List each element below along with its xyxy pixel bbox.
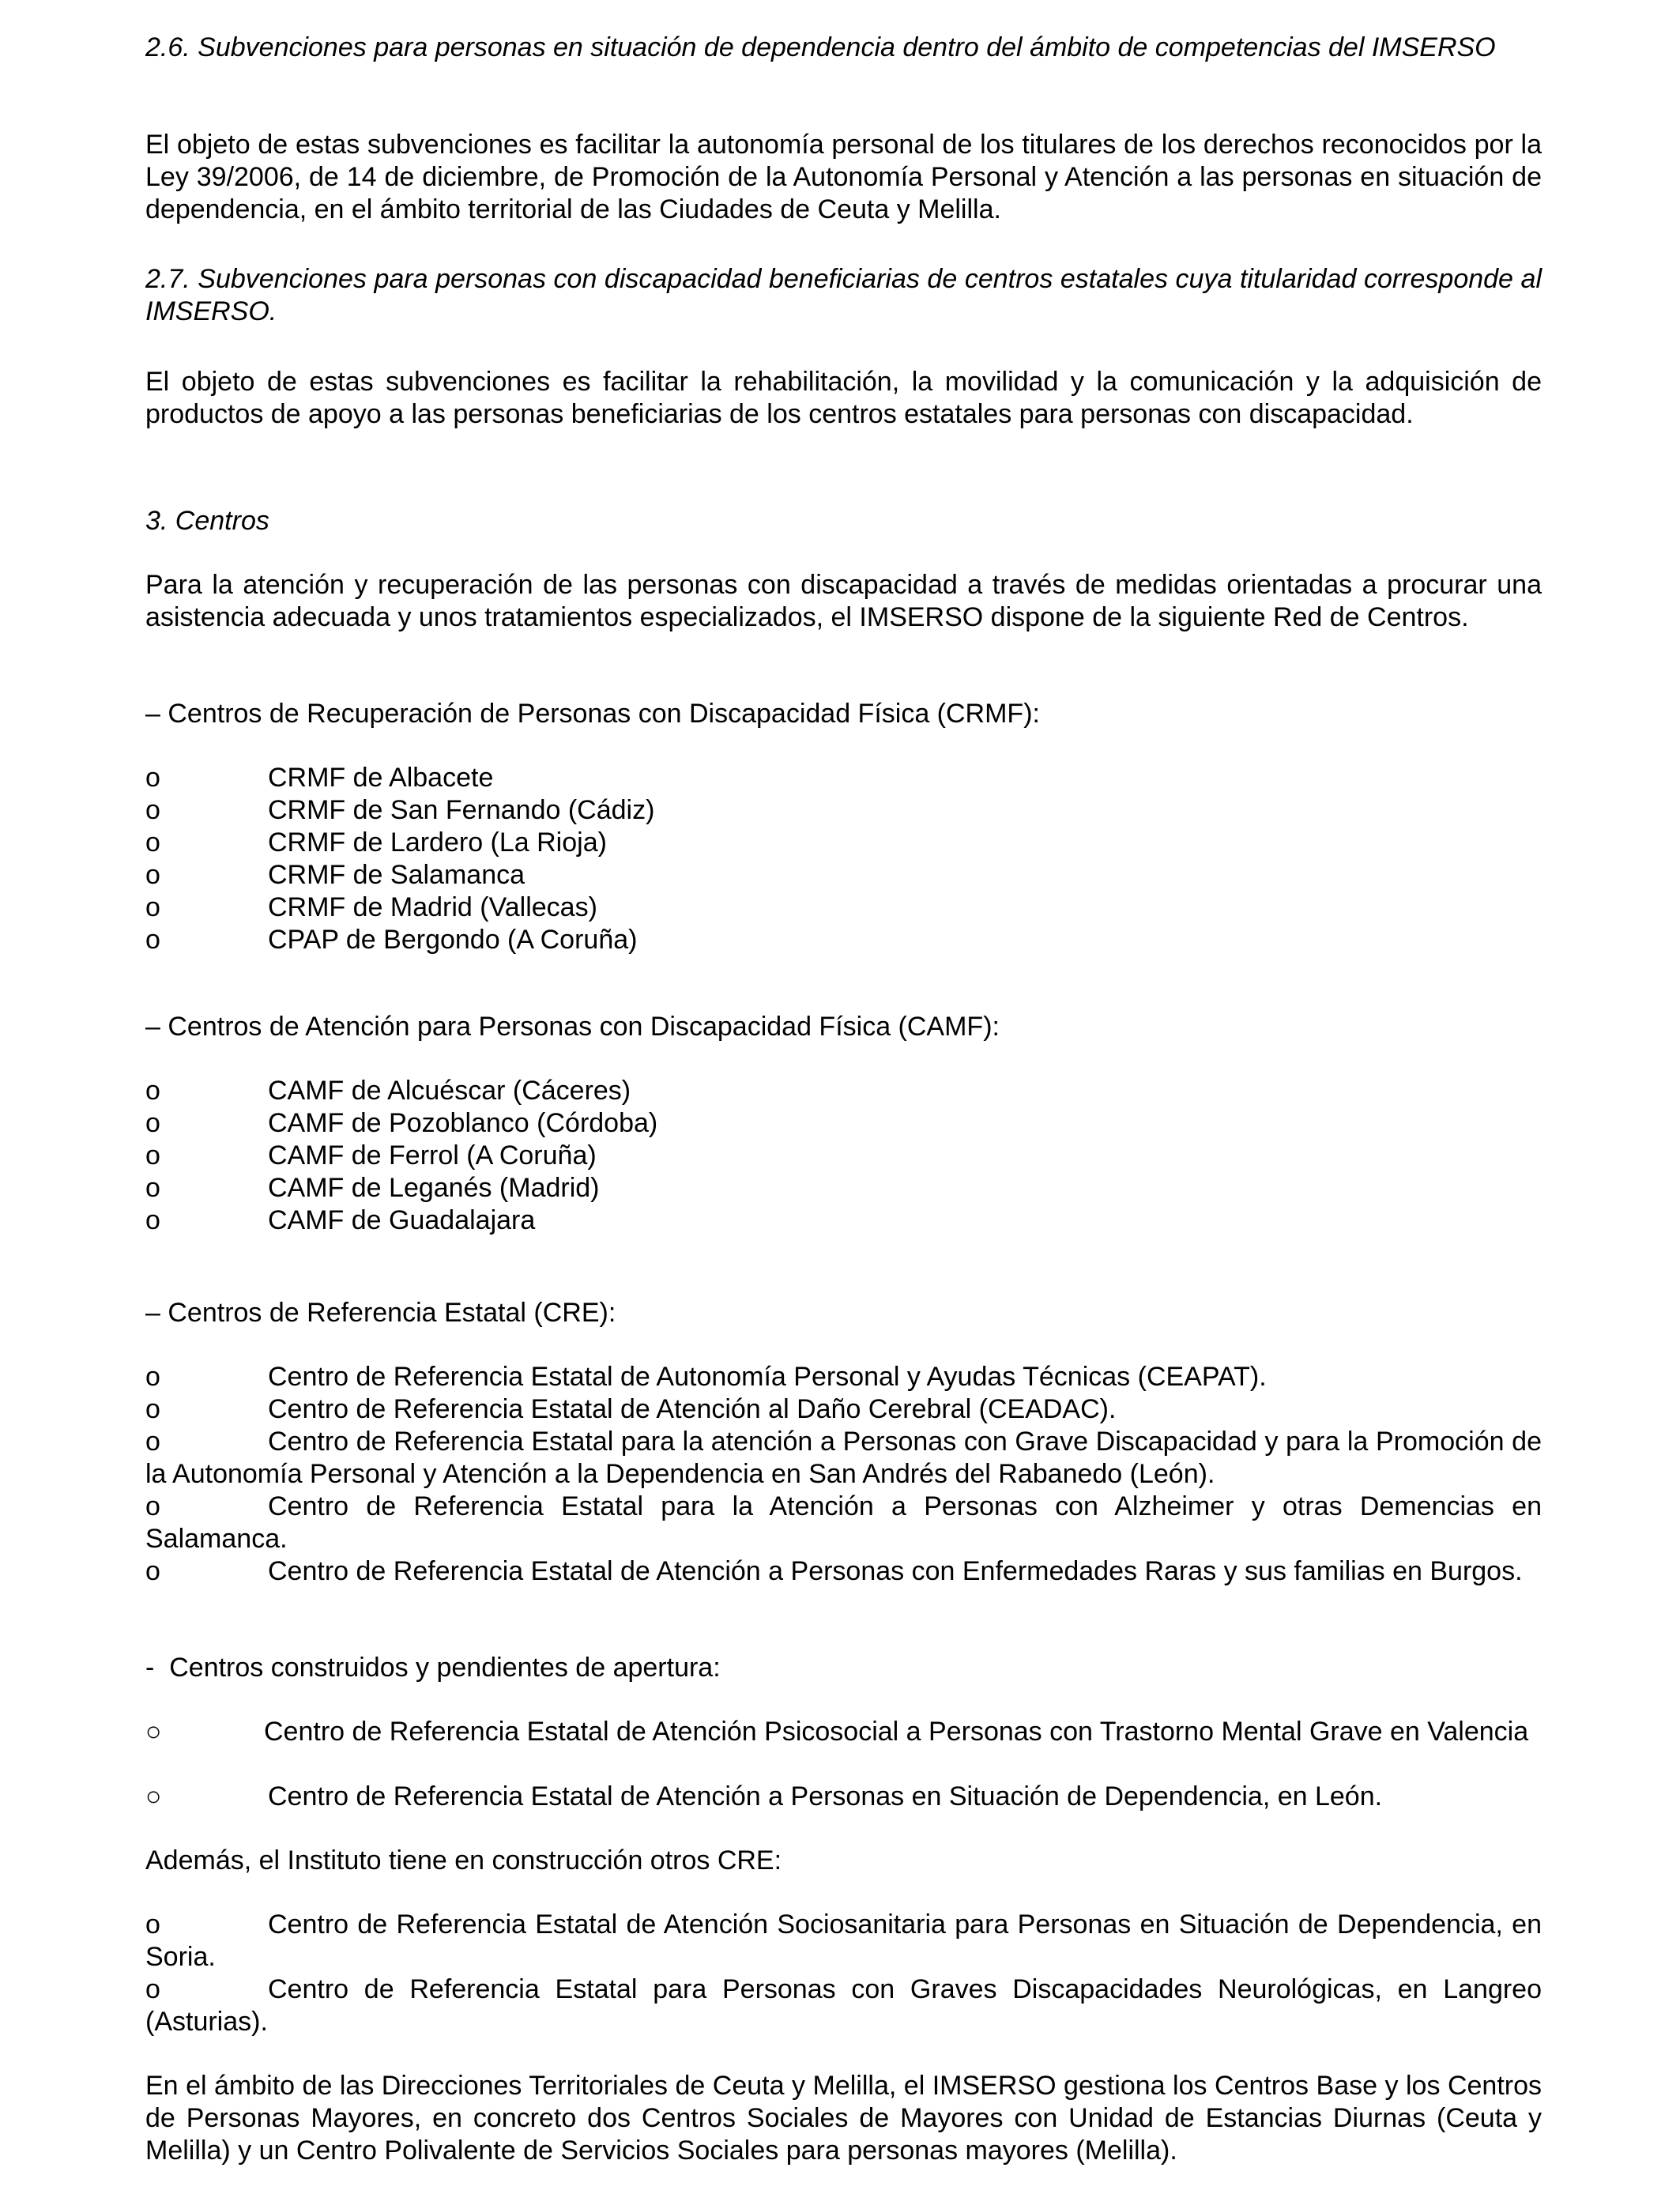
list-item-text: Centro de Referencia Estatal de Atención Sociosanitaria para Personas en Situación de Dependencia, en Soria. [145,1909,1542,1972]
section-3-intro: Para la atención y recuperación de las personas con discapacidad a través de medidas orientadas a procurar una asistencia adecuada y unos tratamientos especializados, el IMSERSO dispone de la siguiente Red de Centros. [145,570,1542,632]
bullet-mark: o [145,1909,160,1940]
list-item-text: Centro de Referencia Estatal para la atención a Personas con Grave Discapacidad y para la Promoción de la Autonomía Personal y Atención a la Dependencia en San Andrés del Rabanedo (León). [145,1427,1542,1489]
bullet-mark: o [145,763,160,793]
crmf-title [145,698,1542,730]
list-item-text: CAMF de Guadalajara [268,1205,536,1235]
closing-paragraph: En el ámbito de las Direcciones Territoriales de Ceuta y Melilla, el IMSERSO gestiona los Centros Base y los Centros de Personas Mayores, en concreto dos Centros Sociales de Mayores con Unidad de Estancias Diurnas (Ceuta y Melilla) y un Centro Polivalente de Servicios Sociales para personas mayores (Melilla). [145,2071,1542,2166]
dash-mark: – [145,1012,160,1042]
bullet-mark: o [145,892,160,922]
circle-mark: ○ [145,1717,162,1747]
list-item-text: CRMF de Lardero (La Rioja) [268,827,607,858]
section-3-heading: 3. Centros [145,506,269,536]
pending-title-text: Centros construidos y pendientes de apertura: [169,1653,721,1683]
list-item-text: CAMF de Alcuéscar (Cáceres) [268,1076,631,1106]
list-item [145,1393,1542,1426]
list-item [145,1491,1542,1555]
list-item-text: CRMF de San Fernando (Cádiz) [268,795,655,825]
bullet-mark: o [145,1491,160,1521]
dash-mark: – [145,1298,160,1328]
list-item-text: CPAP de Bergondo (A Coruña) [268,925,638,955]
list-item-text: CRMF de Madrid (Vallecas) [268,892,597,922]
section-2-7-body: El objeto de estas subvenciones es facilitar la rehabilitación, la movilidad y la comunicación y la adquisición de productos de apoyo a las personas beneficiarias de los centros estatales para personas con discapacidad. [145,367,1542,429]
cre-title [145,1297,1542,1329]
list-item [145,1716,1542,1748]
list-item-text: Centro de Referencia Estatal de Atención a Personas en Situación de Dependencia, en León. [268,1781,1383,1811]
list-item-text: Centro de Referencia Estatal para la Atención a Personas con Alzheimer y otras Demencias en Salamanca. [145,1491,1542,1554]
list-item [145,1781,1542,1813]
list-item-text: CRMF de Salamanca [268,860,525,890]
camf-title-text: Centros de Atención para Personas con Discapacidad Física (CAMF): [168,1012,1000,1042]
crmf-title-text: Centros de Recuperación de Personas con Discapacidad Física (CRMF): [168,699,1040,729]
bullet-mark: o [145,1362,160,1392]
bullet-mark: o [145,1394,160,1424]
section-2-6-heading: 2.6. Subvenciones para personas en situación de dependencia dentro del ámbito de competencias del IMSERSO [145,32,1496,62]
list-item [145,1361,1542,1393]
bullet-mark: o [145,1205,160,1235]
list-item-text: Centro de Referencia Estatal de Atención Psicosocial a Personas con Trastorno Mental Grave en Valencia [264,1717,1529,1747]
circle-mark: ○ [145,1781,162,1811]
section-2-6-body: El objeto de estas subvenciones es facilitar la autonomía personal de los titulares de los derechos reconocidos por la Ley 39/2006, de 14 de diciembre, de Promoción de la Autonomía Personal y Atención a las personas en situación de dependencia, en el ámbito territorial de las Ciudades de Ceuta y Melilla. [145,130,1542,224]
list-item-text: Centro de Referencia Estatal de Atención al Daño Cerebral (CEADAC). [268,1394,1117,1424]
bullet-mark: o [145,860,160,890]
list-item-text: Centro de Referencia Estatal de Atención a Personas con Enfermedades Raras y sus familias en Burgos. [268,1556,1523,1586]
camf-title [145,1011,1542,1043]
bullet-mark: o [145,1556,160,1586]
dash-mark: – [145,699,160,729]
list-item-text: CRMF de Albacete [268,763,494,793]
bullet-mark: o [145,1427,160,1457]
list-item-text: CAMF de Ferrol (A Coruña) [268,1140,597,1171]
bullet-mark: o [145,1974,160,2004]
list-item-text: CAMF de Pozoblanco (Córdoba) [268,1108,658,1138]
list-item [145,1426,1542,1491]
bullet-mark: o [145,1076,160,1106]
list-item-text: CAMF de Leganés (Madrid) [268,1173,600,1203]
dash-mark: - [145,1653,155,1683]
list-item-text: Centro de Referencia Estatal de Autonomía Personal y Ayudas Técnicas (CEAPAT). [268,1362,1267,1392]
bullet-mark: o [145,1108,160,1138]
bullet-mark: o [145,795,160,825]
construction-intro: Además, el Instituto tiene en construcción otros CRE: [145,1845,782,1875]
list-item [145,1973,1542,2038]
list-item [145,1555,1542,1588]
section-2-7-heading: 2.7. Subvenciones para personas con discapacidad beneficiarias de centros estatales cuya titularidad corresponde al IMSERSO. [145,264,1542,326]
bullet-mark: o [145,1140,160,1171]
bullet-mark: o [145,1173,160,1203]
pending-title [145,1652,1542,1684]
list-item [145,1909,1542,1973]
bullet-mark: o [145,925,160,955]
bullet-mark: o [145,827,160,858]
cre-title-text: Centros de Referencia Estatal (CRE): [168,1298,616,1328]
list-item-text: Centro de Referencia Estatal para Personas con Graves Discapacidades Neurológicas, en Langreo (Asturias). [145,1974,1542,2037]
